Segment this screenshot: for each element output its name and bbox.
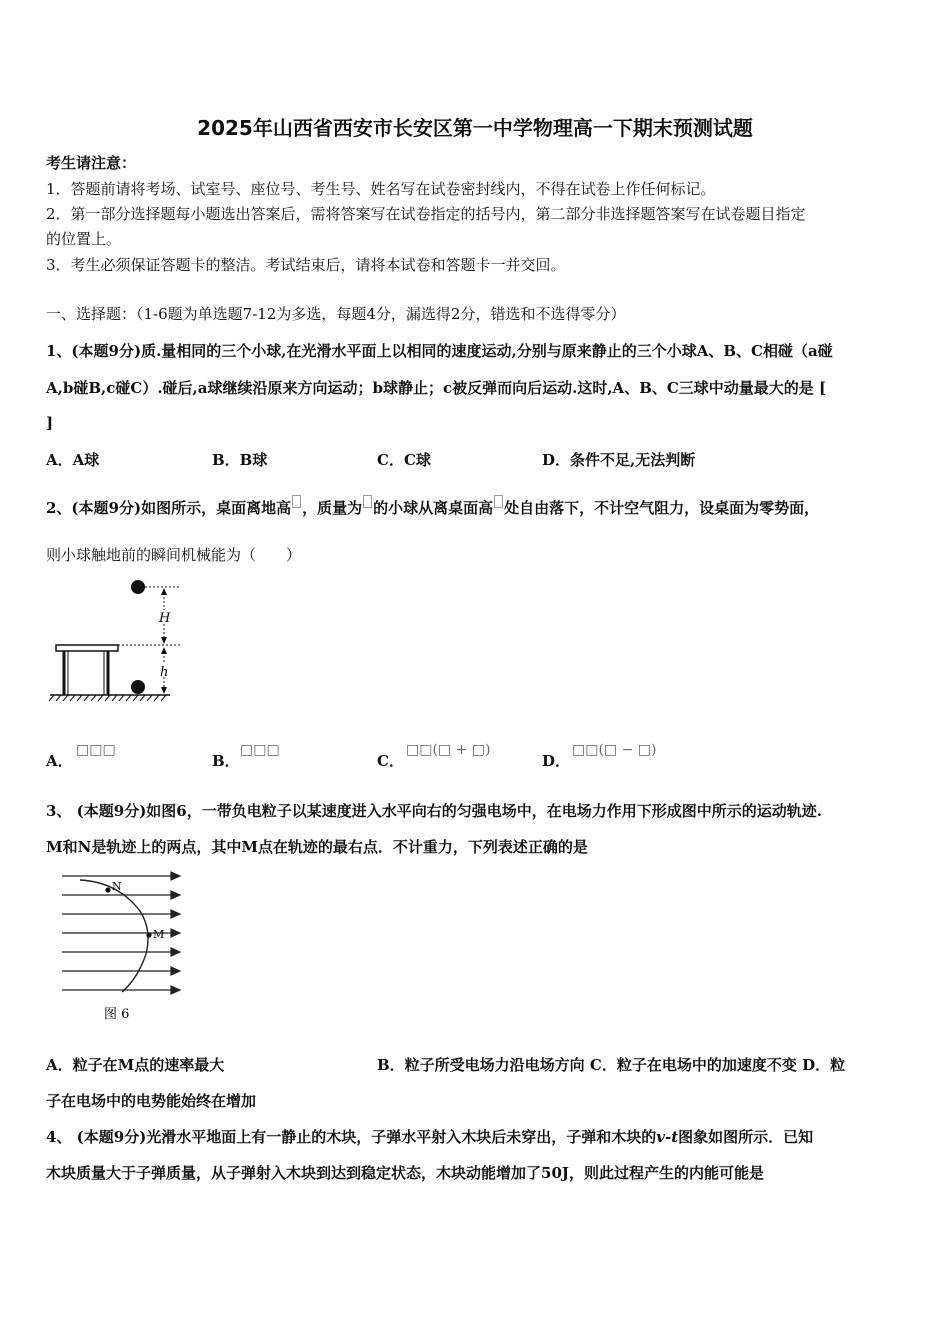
label-m: M [153, 928, 165, 941]
variable-placeholder [292, 495, 301, 508]
q2-text-b: ，质量为 [302, 499, 363, 517]
trajectory [80, 880, 148, 992]
q2-option-d[interactable]: D． [542, 752, 571, 770]
label-n: N [112, 880, 122, 893]
q2-formula-b: □□□ [240, 742, 280, 758]
question-4-line1 [46, 1126, 813, 1147]
label-h: h [160, 665, 169, 680]
notice-heading: 考生请注意： [46, 154, 137, 172]
q1-option-a[interactable]: A．A球 [46, 451, 100, 469]
label-H: H [159, 611, 171, 626]
q4-vt: v-t [656, 1128, 679, 1146]
section-heading: 一、选择题：（1-6题为单选题7-12为多选，每题4分，漏选得2分，错选和不选得零分） [46, 305, 626, 323]
figure-caption: 图 6 [104, 1007, 130, 1022]
ball-top [131, 580, 145, 594]
notice-item: 的位置上。 [46, 230, 122, 248]
q1-option-d[interactable]: D．条件不足,无法判断 [542, 451, 696, 469]
q3-option-d-cont: 子在电场中的电势能始终在增加 [46, 1092, 257, 1110]
notice-item: 1．答题前请将考场、试室号、座位号、考生号、姓名写在试卷密封线内，不得在试卷上作任何标记。 [46, 180, 716, 198]
question-2-line2: 则小球触地前的瞬间机械能为（ ） [46, 546, 302, 564]
q2-option-a[interactable]: A． [46, 752, 73, 770]
q2-text-c: 的小球从离桌面高 [373, 499, 494, 517]
q2-option-b[interactable]: B． [212, 752, 240, 770]
notice-item: 3．考生必须保证答题卡的整洁。考试结束后，请将本试卷和答题卡一并交回。 [46, 256, 566, 274]
q4-text-b: 图象如图所示．已知 [678, 1128, 814, 1146]
point-n [105, 887, 110, 892]
q2-formula-a: □□□ [76, 742, 116, 758]
q1-option-c[interactable]: C．C球 [377, 451, 431, 469]
page-title: 2025年山西省西安市长安区第一中学物理高一下期末预测试题 [197, 116, 753, 140]
q4-text-a: 4、 (本题9分)光滑水平地面上有一静止的木块，子弹水平射入木块后未穿出，子弹和木块的 [46, 1128, 657, 1146]
q2-figure [46, 578, 186, 703]
q2-option-c[interactable]: C． [377, 752, 404, 770]
question-2-line1 [46, 495, 819, 518]
question-1-line: 1、(本题9分)质.量相同的三个小球,在光滑水平面上以相同的速度运动,分别与原来静止的三个小球A、B、C相碰（a碰 [46, 342, 833, 360]
q3-option-a[interactable]: A．粒子在M点的速率最大 [46, 1056, 225, 1074]
point-m [146, 932, 151, 937]
variable-placeholder [363, 495, 372, 508]
q2-text-d: 处自由落下，不计空气阻力，设桌面为零势面， [504, 499, 820, 517]
q2-formula-c: □□(□ + □) [406, 742, 491, 758]
q1-option-b[interactable]: B．B球 [212, 451, 268, 469]
ball-bottom [131, 680, 145, 694]
q2-text-a: 2、(本题9分)如图所示，桌面离地高 [46, 499, 292, 517]
q3-figure [56, 866, 186, 1026]
question-1-line: A,b碰B,c碰C）.碰后,a球继续沿原来方向运动；b球静止；c被反弹而向后运动.这时,A、B、C三球中动量最大的是 [ [46, 379, 827, 397]
q3-options-bcd[interactable]: B．粒子所受电场力沿电场方向 C．粒子在电场中的加速度不变 D．粒 [377, 1056, 846, 1074]
notice-item: 2．第一部分选择题每小题选出答案后，需将答案写在试卷指定的括号内，第二部分非选择题答案写在试卷题目指定 [46, 205, 806, 223]
q2-formula-d: □□(□ − □) [572, 742, 657, 758]
question-1-line: ] [46, 414, 54, 432]
question-3-line: M和N是轨迹上的两点，其中M点在轨迹的最右点．不计重力，下列表述正确的是 [46, 838, 588, 856]
variable-placeholder [494, 495, 503, 508]
question-3-line: 3、 (本题9分)如图6，一带负电粒子以某速度进入水平向右的匀强电场中，在电场力作用下形成图中所示的运动轨迹. [46, 802, 822, 820]
question-4-line2: 木块质量大于子弹质量，从子弹射入木块到达到稳定状态，木块动能增加了50J，则此过程产生的内能可能是 [46, 1164, 764, 1182]
